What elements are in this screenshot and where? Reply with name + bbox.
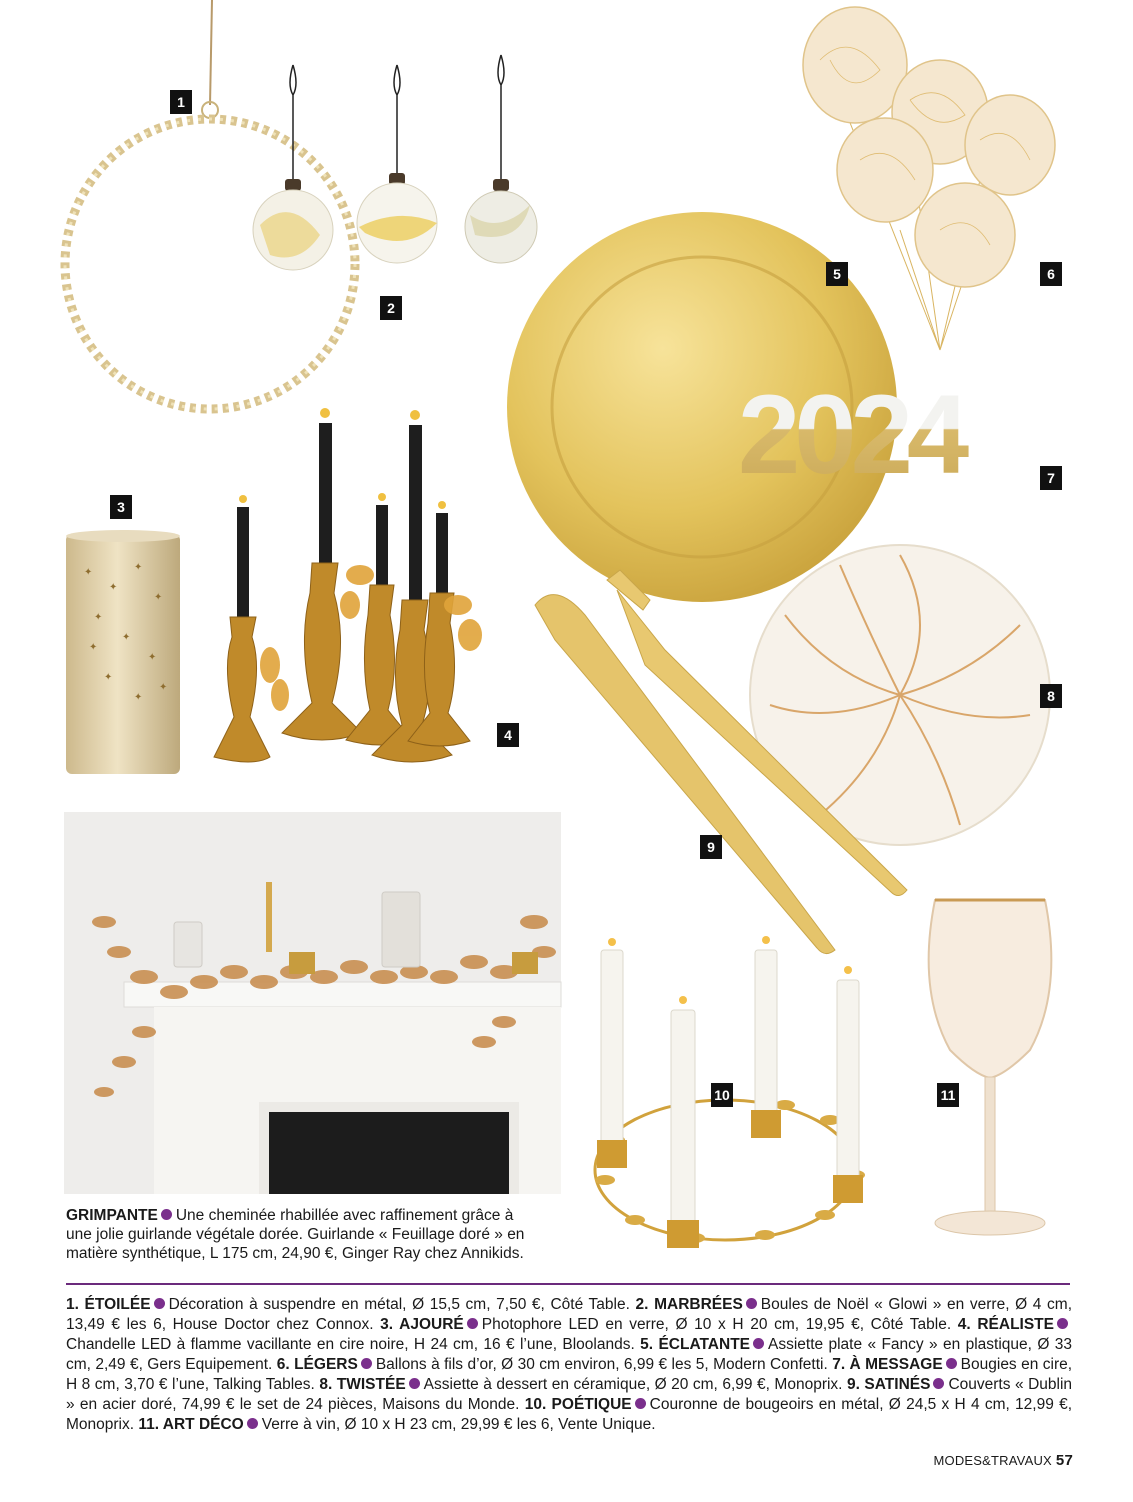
bullet-dot	[946, 1358, 957, 1369]
svg-text:✦: ✦	[154, 592, 163, 603]
svg-text:✦: ✦	[134, 562, 143, 573]
credit-item: 2. MARBRÉES Boules de Noël « Glowi » en verre, Ø 4 cm, 13,49 € les 6, House Doctor chez Connox.	[66, 1296, 1072, 1333]
bullet-dot	[154, 1298, 165, 1309]
credit-item: 10. POÉTIQUE Couronne de bougeoirs en métal, Ø 24,5 x H 4 cm, 12,99 €, Monoprix.	[66, 1396, 1073, 1433]
bullet-dot	[361, 1358, 372, 1369]
item-number-1: 1	[170, 90, 192, 114]
section-divider	[66, 1283, 1070, 1285]
bullet-dot	[409, 1378, 420, 1389]
candlesticks-image	[200, 395, 500, 785]
wine-glass-image	[910, 895, 1070, 1245]
item-number-10: 10	[711, 1083, 733, 1107]
caption-text: Une cheminée rhabillée avec raffinement grâce à une jolie guirlande végétale dorée. Guirlande « Feuillage doré » en matière synthétique, L 175 cm, 24,90 €, Ginger Ray chez Annikids.	[66, 1207, 525, 1262]
item-number-8: 8	[1040, 684, 1062, 708]
svg-text:✦: ✦	[84, 567, 93, 578]
svg-text:✦: ✦	[94, 612, 103, 623]
fireplace-garland-photo	[64, 812, 561, 1194]
christmas-baubles-image	[245, 55, 545, 285]
bullet-dot	[933, 1378, 944, 1389]
credit-item: 6. LÉGERS Ballons à fils d’or, Ø 30 cm environ, 6,99 € les 5, Modern Confetti.	[276, 1356, 828, 1373]
bullet-dot	[247, 1418, 258, 1429]
2024-candles-image: 2024	[738, 370, 1038, 500]
product-credits	[66, 1295, 1072, 1435]
bullet-dot	[161, 1209, 172, 1220]
credit-item: 3. AJOURÉ Photophore LED en verre, Ø 10 x H 20 cm, 19,95 €, Côté Table.	[380, 1316, 952, 1333]
svg-text:✦: ✦	[109, 582, 118, 593]
caption-title: GRIMPANTE	[66, 1207, 158, 1224]
bullet-dot	[753, 1338, 764, 1349]
bullet-dot	[467, 1318, 478, 1329]
svg-text:✦: ✦	[89, 642, 98, 653]
credit-item: 8. TWISTÉE Assiette à dessert en céramique, Ø 20 cm, 6,99 €, Monoprix.	[319, 1376, 843, 1393]
item-number-6: 6	[1040, 262, 1062, 286]
svg-text:✦: ✦	[159, 682, 168, 693]
bullet-dot	[746, 1298, 757, 1309]
item-number-4: 4	[497, 723, 519, 747]
item-number-3: 3	[110, 495, 132, 519]
credit-item: 1. ÉTOILÉE Décoration à suspendre en métal, Ø 15,5 cm, 7,50 €, Côté Table.	[66, 1296, 630, 1313]
credit-item: 9. SATINÉS Couverts « Dublin » en acier doré, 74,99 € le set de 24 pièces, Maisons du Monde.	[66, 1376, 1073, 1413]
magazine-name: MODES&TRAVAUX	[933, 1453, 1052, 1468]
item-number-2: 2	[380, 296, 402, 320]
svg-text:✦: ✦	[148, 652, 157, 663]
svg-text:✦: ✦	[134, 692, 143, 703]
item-number-5: 5	[826, 262, 848, 286]
svg-text:✦: ✦	[104, 672, 113, 683]
svg-text:✦: ✦	[122, 632, 131, 643]
item-number-11: 11	[937, 1083, 959, 1107]
credit-item: 4. RÉALISTEChandelle LED à flamme vacillante en cire noire, H 24 cm, 16 € l’une, Bloolands.	[66, 1316, 1072, 1353]
fireplace-caption	[66, 1206, 536, 1263]
gold-cutlery-image	[525, 570, 915, 960]
bullet-dot	[635, 1398, 646, 1409]
bullet-dot	[1057, 1318, 1068, 1329]
page-footer	[933, 1452, 1073, 1469]
led-photophore-image	[64, 530, 184, 778]
credit-item: 11. ART DÉCO Verre à vin, Ø 10 x H 23 cm, 29,99 € les 6, Vente Unique.	[138, 1416, 656, 1433]
credit-item: 5. ÉCLATANTE Assiette plate « Fancy » en plastique, Ø 33 cm, 2,49 €, Gers Equipement.	[66, 1336, 1072, 1373]
credit-item: 7. À MESSAGE Bougies en cire, H 8 cm, 3,70 € l’une, Talking Tables.	[66, 1356, 1073, 1393]
item-number-9: 9	[700, 835, 722, 859]
page-number: 57	[1055, 1452, 1073, 1469]
item-number-7: 7	[1040, 466, 1062, 490]
